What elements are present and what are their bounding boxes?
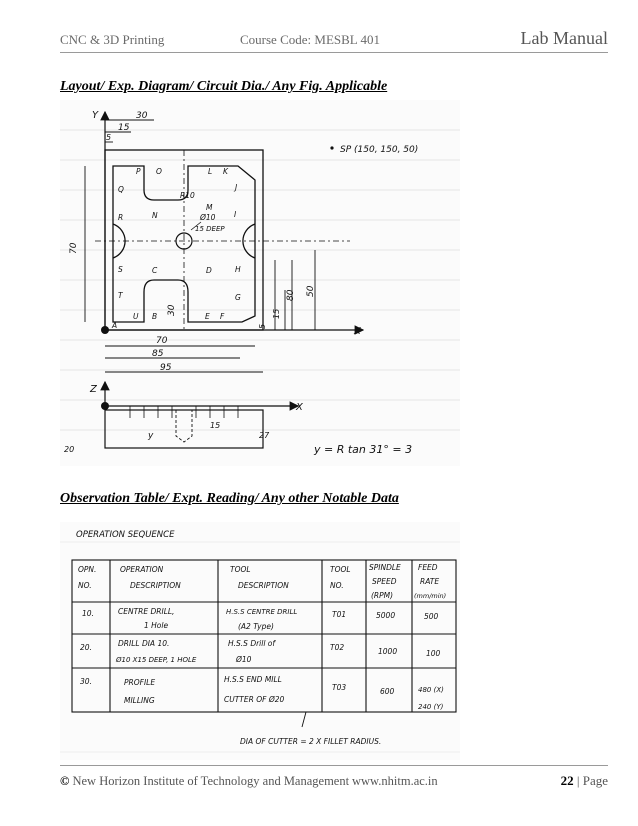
point-label: J (235, 183, 238, 192)
point-label: I (234, 210, 237, 219)
footer-page (561, 773, 608, 789)
point-label: L (208, 167, 213, 176)
header-spindle: SPEED (372, 577, 397, 586)
start-point-marker (330, 146, 333, 149)
operation-sequence-table (60, 522, 460, 760)
dim-70-left-label: 70 (69, 242, 79, 254)
dim-30-slot-label: 30 (167, 304, 177, 316)
side-axis-x-label: X (296, 402, 303, 413)
header-course-name: CNC & 3D Printing (60, 32, 165, 47)
footer-website: www.nhitm.ac.in (352, 774, 438, 788)
note-leader (302, 712, 306, 727)
formula-label: y = R tan 31° = 3 (314, 443, 413, 456)
header-opn: NO. (78, 581, 92, 590)
point-label: O (156, 167, 162, 176)
header-feed: FEED (418, 563, 438, 572)
cell-operation: CENTRE DRILL, (118, 607, 175, 616)
side-15-label: 15 (210, 421, 221, 430)
cell-tool: H.S.S CENTRE DRILL (226, 608, 298, 616)
point-label: D (206, 266, 212, 275)
point-label: F (220, 312, 225, 321)
cell-operation: 1 Hole (144, 621, 169, 630)
header-feed: RATE (420, 577, 440, 586)
side-origin-marker (101, 402, 109, 410)
table-svg (60, 522, 460, 760)
axis-z-label: Z (90, 384, 97, 395)
origin-marker (101, 326, 109, 334)
cell-tool-no: T03 (332, 683, 347, 692)
axis-x-label: X (354, 326, 361, 337)
cell-tool: H.S.S Drill of (228, 639, 276, 648)
table-note: DIA OF CUTTER = 2 X FILLET RADIUS. (240, 737, 382, 746)
header-feed: (mm/min) (414, 592, 447, 600)
header-tool: DESCRIPTION (238, 581, 289, 590)
dim-5-label: 5 (106, 133, 112, 142)
cell-feed: 240 (Y) (418, 703, 444, 711)
cell-speed: 600 (380, 687, 395, 696)
hole-depth-label: 15 DEEP (195, 225, 225, 233)
header-spindle: SPINDLE (369, 563, 401, 572)
side-y-label: y (148, 431, 154, 441)
radius-label: R10 (180, 191, 195, 200)
point-label: G (235, 293, 241, 302)
dim-30-label: 30 (136, 111, 148, 121)
section-title-observation: Observation Table/ Expt. Reading/ Any other Notable Data (60, 491, 399, 506)
point-label: T (118, 291, 123, 300)
axis-y-label: Y (92, 110, 99, 121)
drill-hole-section (176, 410, 192, 442)
cell-tool-no: T01 (332, 610, 347, 619)
point-label: S (118, 265, 123, 274)
cell-tool-no: T02 (330, 643, 345, 652)
header-tool-no: NO. (330, 581, 344, 590)
point-label: N (152, 211, 158, 220)
page-label: | Page (576, 773, 608, 788)
dim-15-label: 15 (118, 123, 130, 133)
institute-name: New Horizon Institute of Technology and Management (72, 774, 350, 788)
dim-70-bottom-label: 70 (156, 336, 168, 346)
dim-5-side-label: 5 (258, 323, 267, 329)
point-label: C (152, 266, 158, 275)
point-label: K (223, 167, 228, 176)
header-opn: OPN. (78, 565, 97, 574)
header-manual-title: Lab Manual (520, 28, 608, 48)
cell-opn: 10. (82, 609, 94, 618)
table-row (82, 607, 439, 631)
cell-operation: DRILL DIA 10. (118, 639, 170, 648)
header-tool-no: TOOL (330, 565, 351, 574)
side-27-label: 27 (259, 431, 270, 440)
cell-operation: Ø10 X15 DEEP, 1 HOLE (116, 656, 197, 664)
page-header (60, 28, 608, 53)
point-label: Q (118, 185, 124, 194)
page-number: 22 (560, 773, 574, 788)
copyright-symbol: © (60, 774, 70, 788)
dim-85-label: 85 (152, 349, 164, 359)
point-label: B (152, 312, 158, 321)
point-label: A (112, 321, 118, 330)
header-spindle: (RPM) (371, 591, 394, 600)
cell-tool: CUTTER OF Ø20 (224, 695, 285, 704)
point-label: R (118, 213, 124, 222)
start-point-label: SP (150, 150, 50) (340, 145, 419, 155)
table-caption: OPERATION SEQUENCE (76, 530, 175, 540)
cell-tool: (A2 Type) (238, 622, 274, 631)
page-footer (60, 765, 608, 798)
diagram-svg (60, 100, 460, 466)
cell-operation: PROFILE (124, 678, 156, 687)
dim-95-label: 95 (160, 363, 172, 373)
point-label: U (133, 312, 139, 321)
cell-opn: 20. (80, 643, 92, 652)
cell-feed: 480 (X) (418, 686, 444, 694)
dim-15-side-label: 15 (272, 308, 281, 319)
cell-tool: Ø10 (236, 655, 252, 664)
dim-50-label: 50 (306, 285, 316, 297)
point-label: M (206, 203, 213, 212)
point-label: E (205, 312, 210, 321)
header-course-code: Course Code: MESBL 401 (240, 32, 380, 47)
cell-speed: 5000 (376, 611, 396, 620)
cell-operation: MILLING (124, 696, 155, 705)
side-ticks (130, 406, 238, 418)
cell-opn: 30. (80, 677, 92, 686)
section-title-layout: Layout/ Exp. Diagram/ Circuit Dia./ Any Fig. Applicable (60, 79, 388, 94)
table-row (80, 675, 444, 711)
point-label: P (136, 167, 141, 176)
header-tool: TOOL (230, 565, 251, 574)
point-label: H (235, 265, 241, 274)
header-operation: OPERATION (120, 565, 164, 574)
layout-diagram (60, 100, 460, 466)
header-operation: DESCRIPTION (130, 581, 181, 590)
hole-dia-label: Ø10 (200, 213, 216, 222)
footer-institute (60, 774, 349, 789)
cell-speed: 1000 (378, 647, 398, 656)
cell-tool: H.S.S END MILL (224, 675, 282, 684)
side-20-label: 20 (64, 445, 75, 454)
dim-80-label: 80 (286, 289, 296, 301)
paper-rules (60, 130, 460, 430)
cell-feed: 100 (426, 649, 441, 658)
table-header (78, 563, 446, 600)
cell-feed: 500 (424, 612, 439, 621)
table-row (80, 639, 441, 664)
